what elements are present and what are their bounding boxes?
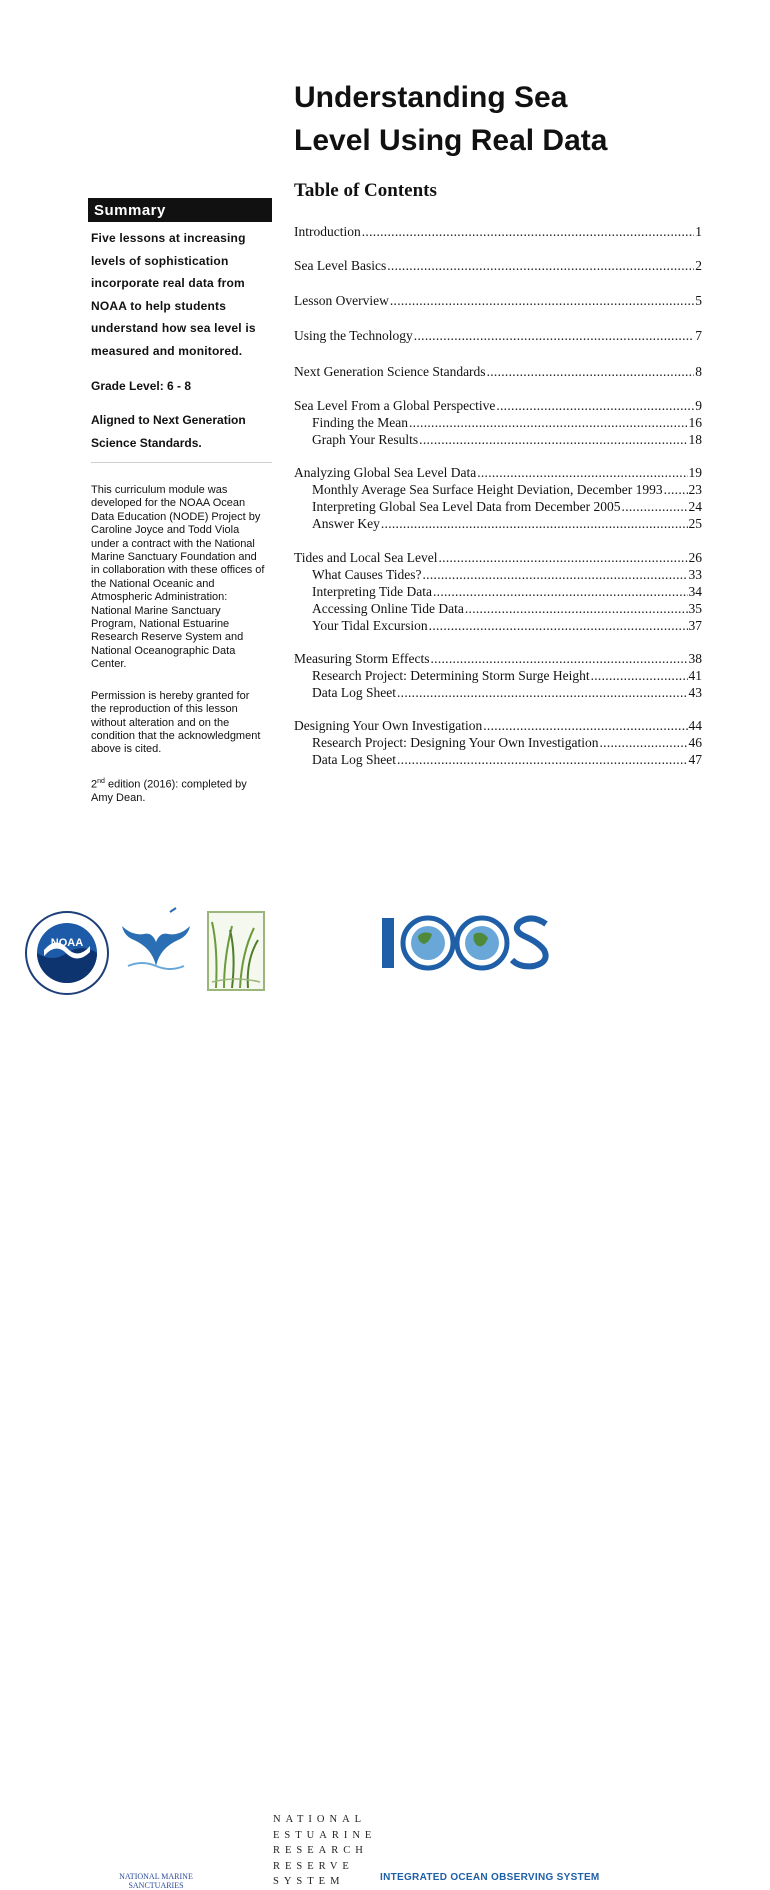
summary-sidebar (88, 198, 272, 805)
toc-entry (312, 618, 702, 635)
toc-leader-dots (381, 516, 688, 532)
summary-text (91, 227, 272, 362)
toc-entry-page: 2 (695, 258, 702, 273)
credit-line: Caroline Joyce and Todd Viola (91, 524, 240, 537)
toc-entry (312, 584, 702, 601)
toc-leader-dots (465, 601, 688, 617)
nerrs-line: SYSTEM (273, 1876, 345, 1887)
toc-entry-title: Graph Your Results (312, 432, 419, 447)
edition-number: 2 (91, 778, 98, 791)
toc-entry (312, 499, 702, 516)
toc-entry-page: 46 (688, 735, 702, 750)
toc-entry-page: 25 (688, 516, 702, 531)
credit-line: This curriculum module was (91, 484, 228, 496)
toc-entry-title: Interpreting Tide Data (312, 584, 432, 599)
credit-line: developed for the NOAA Ocean (91, 497, 246, 510)
summary-divider (91, 462, 272, 463)
credit-line: National Marine Sanctuary (91, 604, 221, 617)
toc-entry-page: 41 (688, 668, 702, 683)
grade-level: Grade Level: 6 - 8 (91, 379, 192, 393)
title-line-2: Level Using Real Data (294, 124, 608, 157)
summary-line: Five lessons at increasing (91, 231, 246, 245)
toc-entry-title: Introduction (294, 224, 361, 239)
sanctuaries-line: NATIONAL MARINE (119, 1872, 193, 1881)
credit-line: Program, National Estuarine (91, 618, 230, 631)
toc-entry (294, 328, 702, 345)
credit-line: in collaboration with these offices of (91, 564, 265, 577)
toc-entry-title: Sea Level From a Global Perspective (294, 398, 496, 413)
nerrs-name (273, 1812, 376, 1890)
toc-leader-dots (433, 584, 688, 600)
toc-entry-page: 7 (695, 328, 702, 343)
nerrs-line: ESTUARINE (273, 1829, 377, 1841)
noaa-logo-text: NOAA (50, 937, 84, 949)
toc-entry-page: 23 (688, 482, 702, 497)
toc-entry (312, 685, 702, 702)
toc-leader-dots (591, 668, 688, 684)
toc-entry (312, 567, 702, 584)
toc-entry (294, 651, 702, 668)
toc-entry-title: Using the Technology (294, 328, 413, 343)
toc-entry-title: Research Project: Designing Your Own Investigation (312, 735, 599, 750)
toc-entry-page: 5 (695, 293, 702, 308)
toc-entry-page: 44 (688, 718, 702, 733)
toc-leader-dots (438, 550, 687, 566)
toc-leader-dots (599, 735, 687, 751)
toc-entry (312, 415, 702, 432)
toc-leader-dots (409, 415, 688, 431)
toc-leader-dots (429, 618, 688, 634)
toc-leader-dots (664, 482, 688, 498)
toc-entry (294, 364, 702, 381)
sanctuaries-line: SANCTUARIES (128, 1881, 184, 1890)
toc-entry-title: Designing Your Own Investigation (294, 718, 483, 733)
credit-line: National Oceanographic Data (91, 644, 236, 657)
toc-entry-page: 26 (688, 550, 702, 565)
toc-entry-title: Research Project: Determining Storm Surge Height (312, 668, 590, 683)
credit-line: Data Education (NODE) Project by (91, 510, 261, 523)
toc-entry (312, 432, 702, 449)
sanctuaries-label (116, 1872, 196, 1890)
toc-entry-page: 19 (688, 465, 702, 480)
toc-entry (294, 293, 702, 310)
noaa-logo (24, 910, 110, 996)
development-credit (91, 484, 272, 672)
edition-author: Amy Dean. (91, 791, 146, 804)
toc-entry-title: Accessing Online Tide Data (312, 601, 464, 616)
permission-notice (91, 690, 272, 757)
credit-line: the National Oceanic and (91, 577, 215, 590)
sanctuaries-whale-tail-logo (120, 906, 192, 970)
toc-entry-title: What Causes Tides? (312, 567, 422, 582)
toc-entry-page: 24 (688, 499, 702, 514)
permission-line: condition that the acknowledgment (91, 729, 261, 742)
toc-entry-title: Finding the Mean (312, 415, 408, 430)
toc-entry-title: Data Log Sheet (312, 685, 396, 700)
toc-entry-page: 43 (688, 685, 702, 700)
toc-entry-title: Analyzing Global Sea Level Data (294, 465, 477, 480)
toc-entry-title: Tides and Local Sea Level (294, 550, 438, 565)
toc-entry-title: Interpreting Global Sea Level Data from December 2005 (312, 499, 621, 514)
credit-line: Research Reserve System and (91, 631, 244, 644)
toc-entry-title: Monthly Average Sea Surface Height Deviation, December 1993 (312, 482, 663, 497)
toc-leader-dots (477, 465, 687, 481)
toc-entry-page: 18 (688, 432, 702, 447)
alignment-line: Science Standards. (91, 435, 202, 450)
nerrs-grass-logo (206, 910, 266, 992)
toc-leader-dots (387, 258, 694, 274)
toc-entry-page: 35 (688, 601, 702, 616)
toc-entry-title: Measuring Storm Effects (294, 651, 430, 666)
toc-entry-title: Data Log Sheet (312, 752, 396, 767)
alignment-line: Aligned to Next Generation (91, 413, 246, 427)
summary-line: incorporate real data from (91, 276, 245, 290)
nerrs-line: RESERVE (273, 1860, 354, 1872)
toc-entry (294, 465, 702, 482)
toc-entry-page: 33 (688, 567, 702, 582)
summary-line: levels of sophistication (91, 253, 229, 268)
toc-entry (294, 398, 702, 415)
toc-leader-dots (397, 685, 688, 701)
document-title (294, 76, 754, 162)
nerrs-line: NATIONAL (273, 1814, 367, 1825)
toc-entry-page: 16 (688, 415, 702, 430)
standards-alignment (91, 409, 272, 454)
toc-entry (294, 718, 702, 735)
toc-entry (312, 752, 702, 769)
toc-entry-title: Lesson Overview (294, 293, 389, 308)
toc-entry-title: Your Tidal Excursion (312, 618, 428, 633)
summary-line: measured and monitored. (91, 343, 243, 358)
toc-entry (312, 735, 702, 752)
toc-entry-title: Answer Key (312, 516, 380, 531)
toc-entry-page: 37 (688, 618, 702, 633)
permission-line: without alteration and on the (91, 716, 230, 729)
toc-leader-dots (362, 224, 695, 240)
toc-leader-dots (419, 432, 687, 448)
toc-entry (312, 601, 702, 618)
toc-leader-dots (483, 718, 687, 734)
toc-leader-dots (423, 567, 688, 583)
toc-entry (294, 224, 702, 241)
summary-line: understand how sea level is (91, 321, 256, 335)
toc-entry (294, 258, 702, 275)
toc-leader-dots (487, 364, 695, 380)
toc-leader-dots (430, 651, 687, 667)
ioos-tagline: INTEGRATED OCEAN OBSERVING SYSTEM (380, 1872, 600, 1883)
credit-line: Atmospheric Administration: (91, 591, 228, 604)
credit-line: Marine Sanctuary Foundation and (91, 551, 257, 564)
toc-entry-page: 34 (688, 584, 702, 599)
toc-entry-page: 38 (688, 651, 702, 666)
permission-line: Permission is hereby granted for (91, 689, 250, 702)
toc-heading: Table of Contents (294, 180, 437, 201)
edition-line (91, 775, 272, 792)
edition-text: edition (2016): completed by (104, 778, 247, 791)
edition-suffix: nd (97, 777, 105, 785)
toc-leader-dots (390, 293, 694, 309)
summary-line: NOAA to help students (91, 298, 227, 313)
toc-entry-page: 9 (695, 398, 702, 413)
credit-line: under a contract with the National (91, 537, 255, 550)
toc-entry (312, 668, 702, 685)
ioos-logo (380, 914, 552, 972)
permission-line: above is cited. (91, 743, 162, 756)
toc-leader-dots (397, 752, 688, 768)
partner-logos (0, 900, 770, 1890)
toc-entry (312, 516, 702, 533)
toc-entry (312, 482, 702, 499)
title-line-1: Understanding Sea (294, 81, 568, 114)
edition-note (91, 775, 272, 805)
toc-entry-title: Sea Level Basics (294, 258, 387, 273)
toc-leader-dots (496, 398, 694, 414)
toc-leader-dots (414, 328, 694, 344)
summary-heading: Summary (88, 198, 272, 222)
toc-entry-page: 47 (688, 752, 702, 767)
nerrs-line: RESEARCH (273, 1845, 368, 1856)
toc-entry-page: 8 (695, 364, 702, 379)
credit-line: Center. (91, 658, 127, 671)
toc-entry-title: Next Generation Science Standards (294, 364, 486, 379)
toc-entry-page: 1 (695, 224, 702, 239)
toc-entry (294, 550, 702, 567)
toc-leader-dots (622, 499, 688, 515)
permission-line: the reproduction of this lesson (91, 703, 238, 716)
